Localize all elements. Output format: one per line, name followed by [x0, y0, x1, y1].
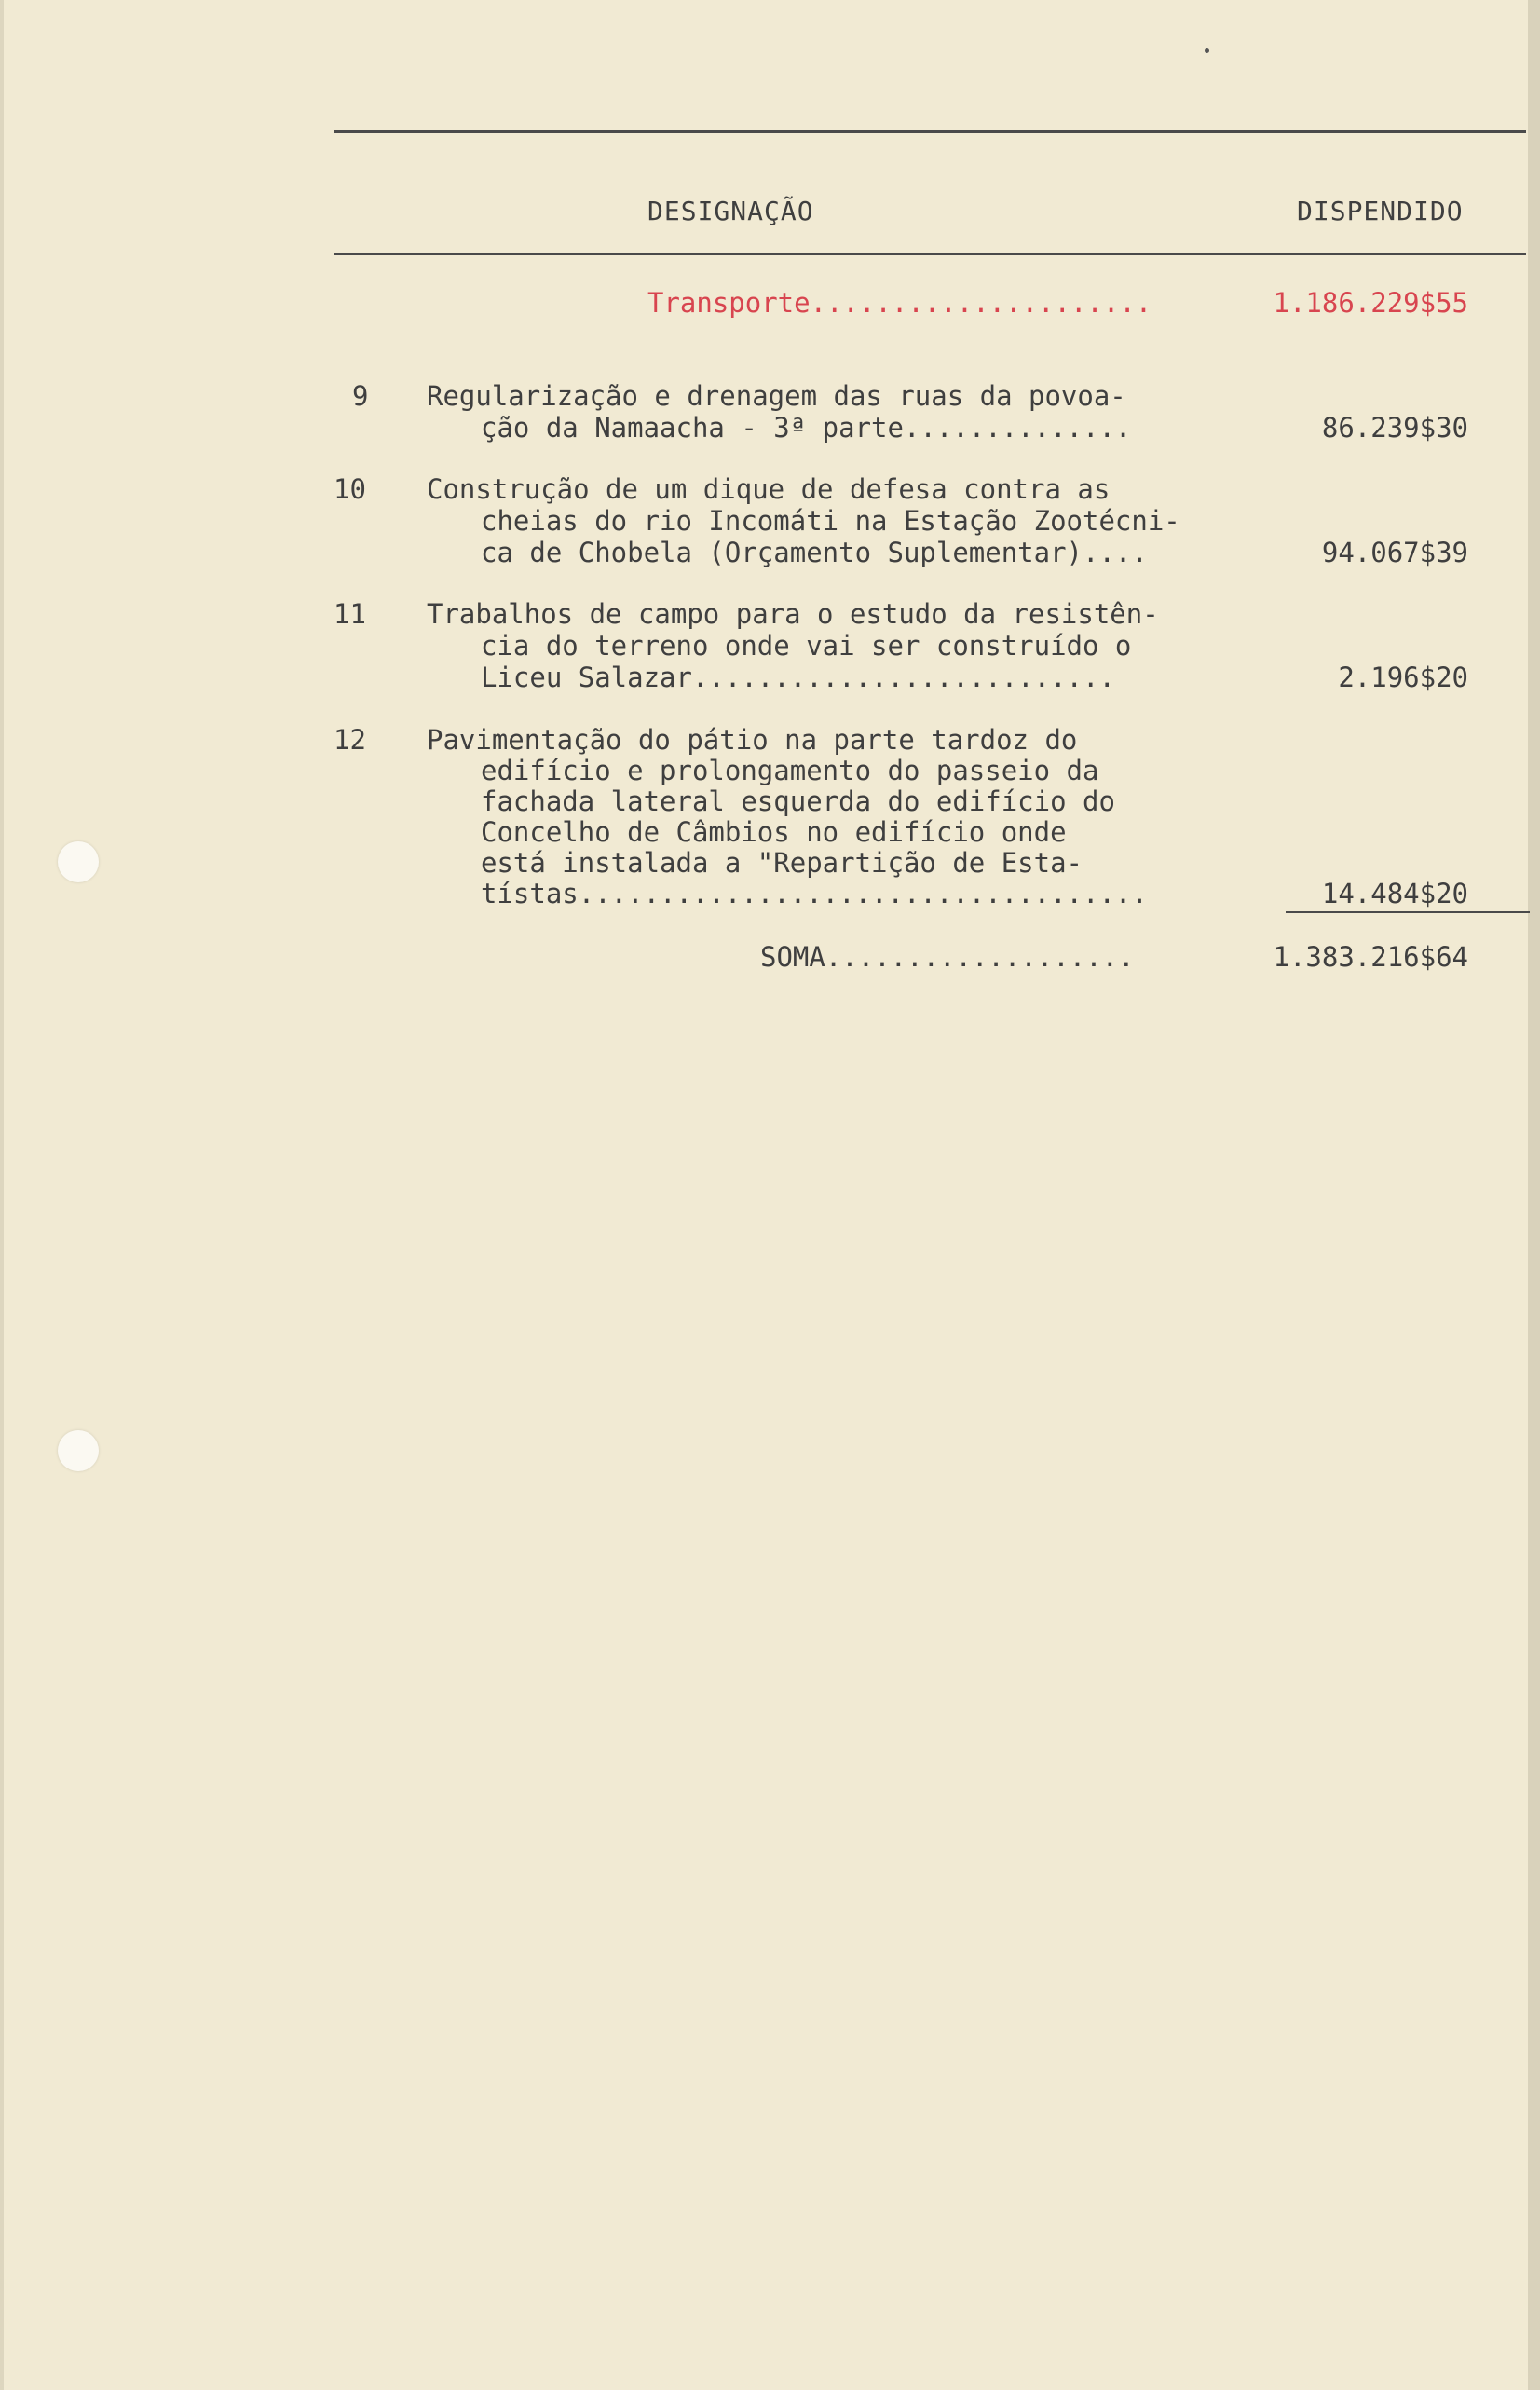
item-amount: 14.484$20 — [1321, 878, 1468, 909]
item-amount: 94.067$39 — [1321, 537, 1468, 568]
item-text-line: tístas................................... — [481, 878, 1148, 909]
item-text-line: ca de Chobela (Orçamento Suplementar).... — [481, 537, 1148, 568]
column-header-designation: DESIGNAÇÃO — [647, 196, 814, 226]
item-number: 12 — [334, 724, 366, 756]
item-text-line: edifício e prolongamento do passeio da — [481, 755, 1099, 786]
subtotal-underline — [1286, 911, 1530, 913]
item-text-line: Regularização e drenagem das ruas da povoa- — [427, 380, 1126, 412]
item-number: 10 — [334, 473, 366, 505]
item-number: 9 — [352, 380, 369, 412]
ink-speck — [1205, 48, 1209, 53]
punch-hole-top — [58, 841, 99, 882]
item-text-line: Construção de um dique de defesa contra as — [427, 473, 1111, 505]
punch-hole-bottom — [58, 1430, 99, 1471]
item-text-line: Liceu Salazar.......................... — [481, 662, 1115, 693]
item-text-line: fachada lateral esquerda do edifício do — [481, 785, 1115, 817]
item-text-line: ção da Namaacha - 3ª parte.............. — [481, 412, 1132, 444]
page-right-edge — [1528, 0, 1540, 2390]
total-label: SOMA................... — [760, 941, 1135, 973]
header-bottom-rule — [334, 253, 1526, 255]
item-text-line: cheias do rio Incomáti na Estação Zootécni- — [481, 505, 1180, 537]
item-text-line: Trabalhos de campo para o estudo da resistên- — [427, 598, 1159, 630]
item-amount: 86.239$30 — [1321, 412, 1468, 444]
page-left-edge — [0, 0, 4, 2390]
item-number: 11 — [334, 598, 366, 630]
item-text-line: Concelho de Câmbios no edifício onde — [481, 816, 1067, 848]
column-header-spent: DISPENDIDO — [1297, 196, 1464, 226]
transport-label: Transporte..................... — [647, 287, 1152, 319]
item-text-line: cia do terreno onde vai ser construído o — [481, 630, 1132, 662]
transport-amount: 1.186.229$55 — [1273, 287, 1468, 319]
item-amount: 2.196$20 — [1338, 662, 1468, 693]
item-text-line: Pavimentação do pátio na parte tardoz do — [427, 724, 1078, 756]
item-text-line: está instalada a "Repartição de Esta- — [481, 847, 1083, 879]
header-top-rule — [334, 130, 1526, 133]
total-amount: 1.383.216$64 — [1273, 941, 1468, 973]
